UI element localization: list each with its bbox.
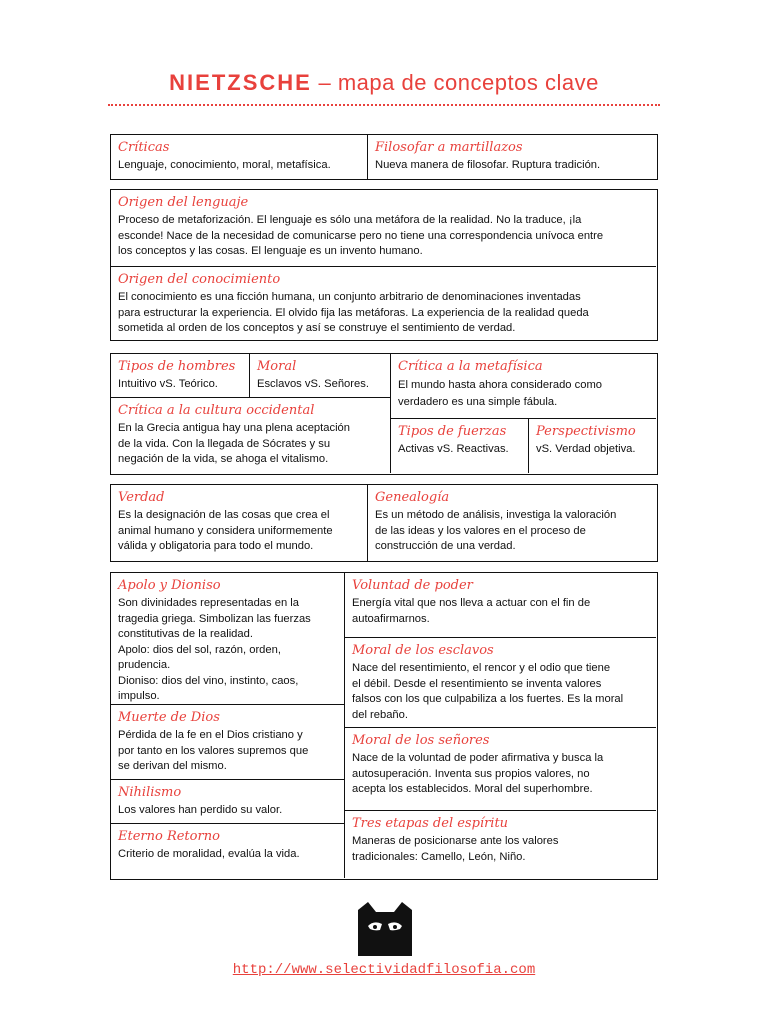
cell-critica-cultura [111, 397, 390, 473]
page-title [0, 70, 768, 96]
cell-voluntad-poder [344, 573, 656, 637]
text-genealogia: Es un método de análisis, investiga la valoración de las ideas y los valores en el proceso de construcción de una verdad. [375, 509, 617, 552]
cell-eterno-retorno [111, 823, 344, 878]
cell-origen-lenguaje [111, 190, 656, 266]
text-origen-conocimiento: El conocimiento es una ficción humana, un conjunto arbitrario de denominaciones inventadas para estructurar la experiencia. El olvido fija las metáforas. La experiencia de la realidad queda sometida al orden de los conceptos y así se construye el sentimiento de verdad. [118, 291, 589, 334]
title-divider [108, 104, 660, 106]
box-conceptos [110, 572, 658, 880]
text-moral-esclavos: Nace del resentimiento, el rencor y el odio que tiene el débil. Desde el resentimiento se inventa valores falsos con los que culpabiliza a los fuertes. Es la moral del rebaño. [352, 662, 624, 721]
heading-apolo-dioniso: Apolo y Dioniso [118, 578, 221, 593]
heading-moral-esclavos: Moral de los esclavos [352, 643, 494, 658]
heading-muerte-dios: Muerte de Dios [118, 710, 220, 725]
box-verdad-genealogia [110, 484, 658, 562]
text-moral-senores: Nace de la voluntad de poder afirmativa y busca la autosuperación. Inventa sus propios valores, no acepta los establecidos. Moral del superhombre. [352, 752, 604, 795]
cell-muerte-dios [111, 704, 344, 779]
black-cat-icon [354, 900, 416, 961]
box-criticas-fuerzas [110, 353, 658, 475]
heading-tipos-hombres: Tipos de hombres [118, 359, 236, 374]
text-filosofar: Nueva manera de filosofar. Ruptura tradición. [375, 159, 601, 171]
heading-perspectivismo: Perspectivismo [536, 424, 636, 439]
cell-criticas [111, 135, 367, 179]
website-link[interactable]: http://www.selectividadfilosofia.com [232, 962, 536, 978]
heading-nihilismo: Nihilismo [118, 785, 182, 800]
text-perspectivismo: vS. Verdad objetiva. [536, 443, 636, 455]
cell-perspectivismo [528, 418, 656, 473]
cell-filosofar [367, 135, 656, 179]
heading-origen-lenguaje: Origen del lenguaje [118, 195, 249, 210]
text-critica-metafisica: El mundo hasta ahora considerado como verdadero es una simple fábula. [398, 379, 602, 408]
cell-tipos-fuerzas [390, 418, 528, 473]
text-muerte-dios: Pérdida de la fe en el Dios cristiano y por tanto en los valores supremos que se derivan del mismo. [118, 729, 309, 772]
heading-genealogia: Genealogía [375, 490, 450, 505]
heading-origen-conocimiento: Origen del conocimiento [118, 272, 281, 287]
cell-tipos-hombres [111, 354, 249, 397]
box-criticas [110, 134, 658, 180]
cell-moral-senores [344, 727, 656, 810]
text-nihilismo: Los valores han perdido su valor. [118, 804, 283, 816]
text-critica-cultura: En la Grecia antigua hay una plena aceptación de la vida. Con la llegada de Sócrates y su negación de la vida, se ahoga el vitalismo. [118, 422, 350, 465]
heading-moral-senores: Moral de los señores [352, 733, 490, 748]
text-eterno-retorno: Criterio de moralidad, evalúa la vida. [118, 848, 300, 860]
heading-voluntad-poder: Voluntad de poder [352, 578, 473, 593]
text-tipos-hombres: Intuitivo vS. Teórico. [118, 378, 218, 390]
heading-critica-cultura: Crítica a la cultura occidental [118, 403, 315, 418]
cell-moral-esclavos [344, 637, 656, 727]
text-moral: Esclavos vS. Señores. [257, 378, 369, 390]
box-origenes [110, 189, 658, 341]
text-tres-etapas: Maneras de posicionarse ante los valores tradicionales: Camello, León, Niño. [352, 835, 559, 863]
text-voluntad-poder: Energía vital que nos lleva a actuar con el fin de autoafirmarnos. [352, 597, 591, 625]
cell-moral [249, 354, 390, 397]
text-apolo-dioniso: Son divinidades representadas en la tragedia griega. Simbolizan las fuerzas constitutivas de la realidad. Apolo: dios del sol, razón, orden, prudencia. Dioniso: dios del vino, instinto, caos, impulso. [118, 597, 311, 702]
text-origen-lenguaje: Proceso de metaforización. El lenguaje es sólo una metáfora de la realidad. No la traduce, ¡la esconde! Nace de la necesidad de comunicarse pero no tiene una correspondencia unívoca entre los conceptos y las cosas. El lenguaje es un invento humano. [118, 214, 604, 257]
cell-critica-metafisica [390, 354, 656, 418]
title-name: NIETZSCHE [169, 70, 312, 95]
cell-genealogia [367, 485, 656, 561]
title-subtitle: – mapa de conceptos clave [318, 70, 599, 95]
text-verdad: Es la designación de las cosas que crea el animal humano y considera uniformemente válida y obligatoria para todo el mundo. [118, 509, 333, 552]
heading-filosofar: Filosofar a martillazos [375, 140, 523, 155]
heading-tipos-fuerzas: Tipos de fuerzas [398, 424, 507, 439]
cell-origen-conocimiento [111, 266, 656, 339]
heading-tres-etapas: Tres etapas del espíritu [352, 816, 509, 831]
text-tipos-fuerzas: Activas vS. Reactivas. [398, 443, 509, 455]
heading-critica-metafisica: Crítica a la metafísica [398, 359, 543, 374]
heading-eterno-retorno: Eterno Retorno [118, 829, 220, 844]
cell-tres-etapas [344, 810, 656, 878]
cell-verdad [111, 485, 367, 561]
text-criticas: Lenguaje, conocimiento, moral, metafísica. [118, 159, 331, 171]
cell-apolo-dioniso [111, 573, 344, 704]
heading-moral: Moral [257, 359, 297, 374]
heading-criticas: Críticas [118, 140, 170, 155]
cell-nihilismo [111, 779, 344, 823]
heading-verdad: Verdad [118, 490, 165, 505]
